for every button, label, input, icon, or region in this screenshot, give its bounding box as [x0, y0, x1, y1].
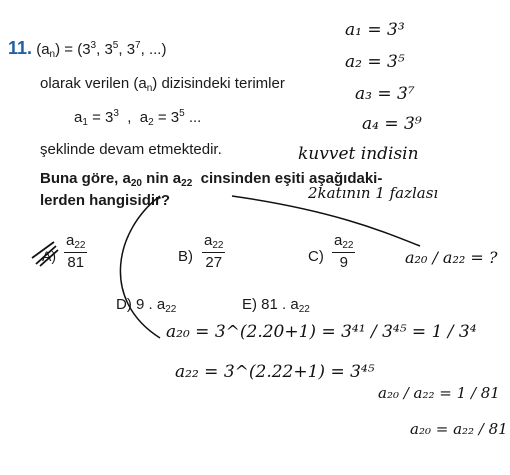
option-d[interactable]: D) 9 . $a_{22}$: [116, 296, 177, 315]
handwritten-a1: a₁ = 3³: [345, 20, 405, 40]
handwritten-line-1: a₂₀ = 3^(2.20+1) = 3⁴¹ / 3⁴⁵ = 1 / 3⁴: [166, 322, 477, 342]
option-c-label[interactable]: C): [308, 248, 324, 265]
handwritten-line-2: a₂₂ = 3^(2.22+1) = 3⁴⁵: [175, 362, 375, 382]
handwritten-ikatinin: 2katının 1 fazlası: [308, 184, 439, 202]
option-e[interactable]: E) 81 . $a_{22}$: [242, 296, 310, 315]
handwritten-kuvvet: kuvvet indisin: [298, 144, 419, 164]
question-line-4: şeklinde devam etmektedir.: [40, 141, 222, 158]
arrow-line-to-ratio: [232, 196, 420, 246]
bracket-curve: [120, 196, 160, 338]
handwritten-a2: a₂ = 3⁵: [345, 52, 405, 72]
question-number: 11.: [8, 38, 33, 58]
option-a-fraction[interactable]: $a_{22}$ 81: [66, 232, 86, 271]
option-b-fraction[interactable]: $a_{22}$ 27: [204, 232, 224, 271]
option-b-label[interactable]: B): [178, 248, 193, 265]
handwritten-ratio-question: a₂₀ / a₂₂ = ?: [405, 248, 498, 267]
handwritten-ratio-answer: a₂₀ / a₂₂ = 1 / 81: [378, 384, 500, 402]
handwritten-a3: a₃ = 3⁷: [355, 84, 415, 104]
question-prompt-1: Buna göre, $a_{20}$ nin $a_{22}$ cinsinden eşiti aşağıdaki-: [40, 170, 383, 189]
question-line-2: olarak verilen $(a_n)$ dizisindeki terimler: [40, 75, 285, 94]
option-c-fraction[interactable]: $a_{22}$ 9: [334, 232, 354, 271]
question-prompt-2: lerden hangisidir?: [40, 192, 171, 209]
question-line-1: 11. $(a_n) = (3^3$, $3^5$, $3^7$, ...): [8, 38, 167, 60]
question-line-3: $a_1 = 3^3$ , $a_2 = 3^5$ ...: [74, 108, 202, 128]
option-a-label[interactable]: A): [42, 248, 56, 264]
handwritten-final: a₂₀ = a₂₂ / 81: [410, 420, 508, 438]
handwritten-a4: a₄ = 3⁹: [362, 114, 422, 134]
